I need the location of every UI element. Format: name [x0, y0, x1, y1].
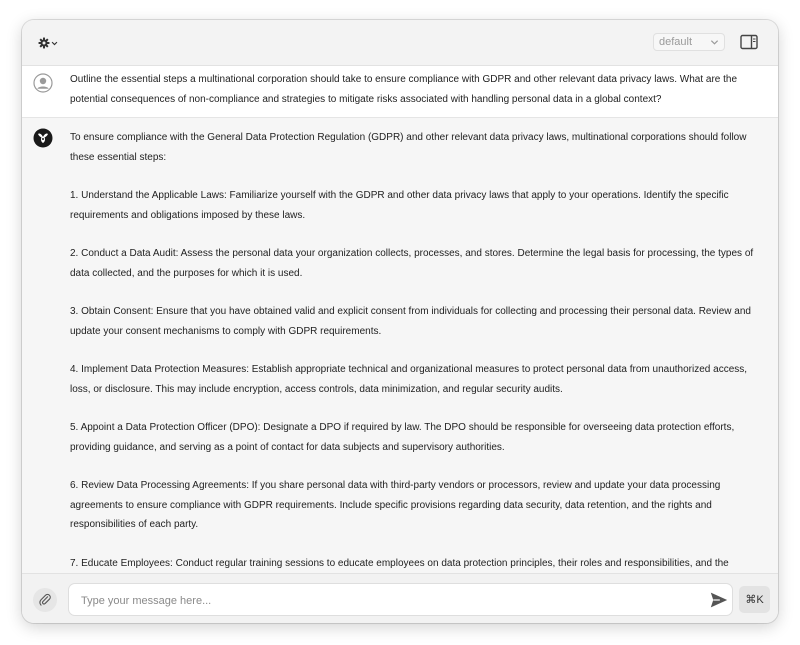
assistant-paragraph: 4. Implement Data Protection Measures: Establish appropriate technical and organizational measures to protect personal data from unauthorized access, loss, or disclosure. This may include encryption, access controls, data minimization, and regular security audits. [70, 364, 748, 395]
assistant-paragraph: To ensure compliance with the General Data Protection Regulation (GDPR) and other relevant data privacy laws, multinational corporations should follow these essential steps: [70, 132, 747, 163]
chevron-down-icon [710, 38, 719, 47]
attach-button[interactable] [33, 588, 57, 612]
settings-menu-button[interactable] [38, 34, 62, 52]
assistant-paragraph: 3. Obtain Consent: Ensure that you have obtained valid and explicit consent from individuals for collecting and processing their personal data. Review and update your consent mechanisms to comply with GDPR requirements. [70, 306, 751, 337]
assistant-paragraph: 1. Understand the Applicable Laws: Familiarize yourself with the GDPR and other data privacy laws that apply to your operations. Identify the specific requirements and obligations imposed by these laws. [70, 190, 729, 221]
assistant-paragraph: 7. Educate Employees: Conduct regular training sessions to educate employees on data protection principles, their roles and responsibilities, and the [70, 557, 729, 569]
chevron-down-icon [51, 40, 58, 47]
assistant-message-text [70, 128, 768, 573]
assistant-paragraph: 6. Review Data Processing Agreements: If you share personal data with third-party vendors or processors, review and update your data processing agreements to ensure compliance with GDPR requirements. Include specific provisions regarding data security, data retention, and the rights and responsibilities of each party. [70, 480, 721, 530]
user-message [22, 66, 778, 118]
assistant-logo-icon [33, 128, 53, 148]
gear-icon [38, 37, 50, 49]
sidebar-panel-icon[interactable] [740, 34, 758, 50]
message-input[interactable] [79, 584, 693, 617]
send-icon[interactable] [709, 591, 729, 609]
message-input-box [68, 583, 733, 616]
assistant-paragraph: 2. Conduct a Data Audit: Assess the personal data your organization collects, processes, and stores. Determine the legal basis for processing, the types of data collected, and the purposes for which it is used. [70, 248, 754, 279]
user-message-text: Outline the essential steps a multinational corporation should take to ensure compliance with GDPR and other relevant data privacy laws. What are the potential consequences of non-compliance and strategies to mitigate risks associated with handling personal data in a global context? [70, 74, 738, 105]
paperclip-icon [38, 593, 52, 607]
model-select-value: default [659, 36, 693, 48]
assistant-paragraph: 5. Appoint a Data Protection Officer (DPO): Designate a DPO if required by law. The DPO should be responsible for overseeing data protection efforts, providing guidance, and serving as a point of contact for data subjects and supervisory authorities. [70, 422, 735, 453]
user-avatar-icon [33, 73, 53, 93]
titlebar [22, 20, 778, 66]
chat-window [22, 20, 778, 623]
model-select[interactable] [653, 33, 725, 51]
message-list[interactable] [22, 66, 778, 573]
composer [22, 573, 778, 623]
command-palette-button[interactable]: ⌘K [739, 586, 770, 613]
